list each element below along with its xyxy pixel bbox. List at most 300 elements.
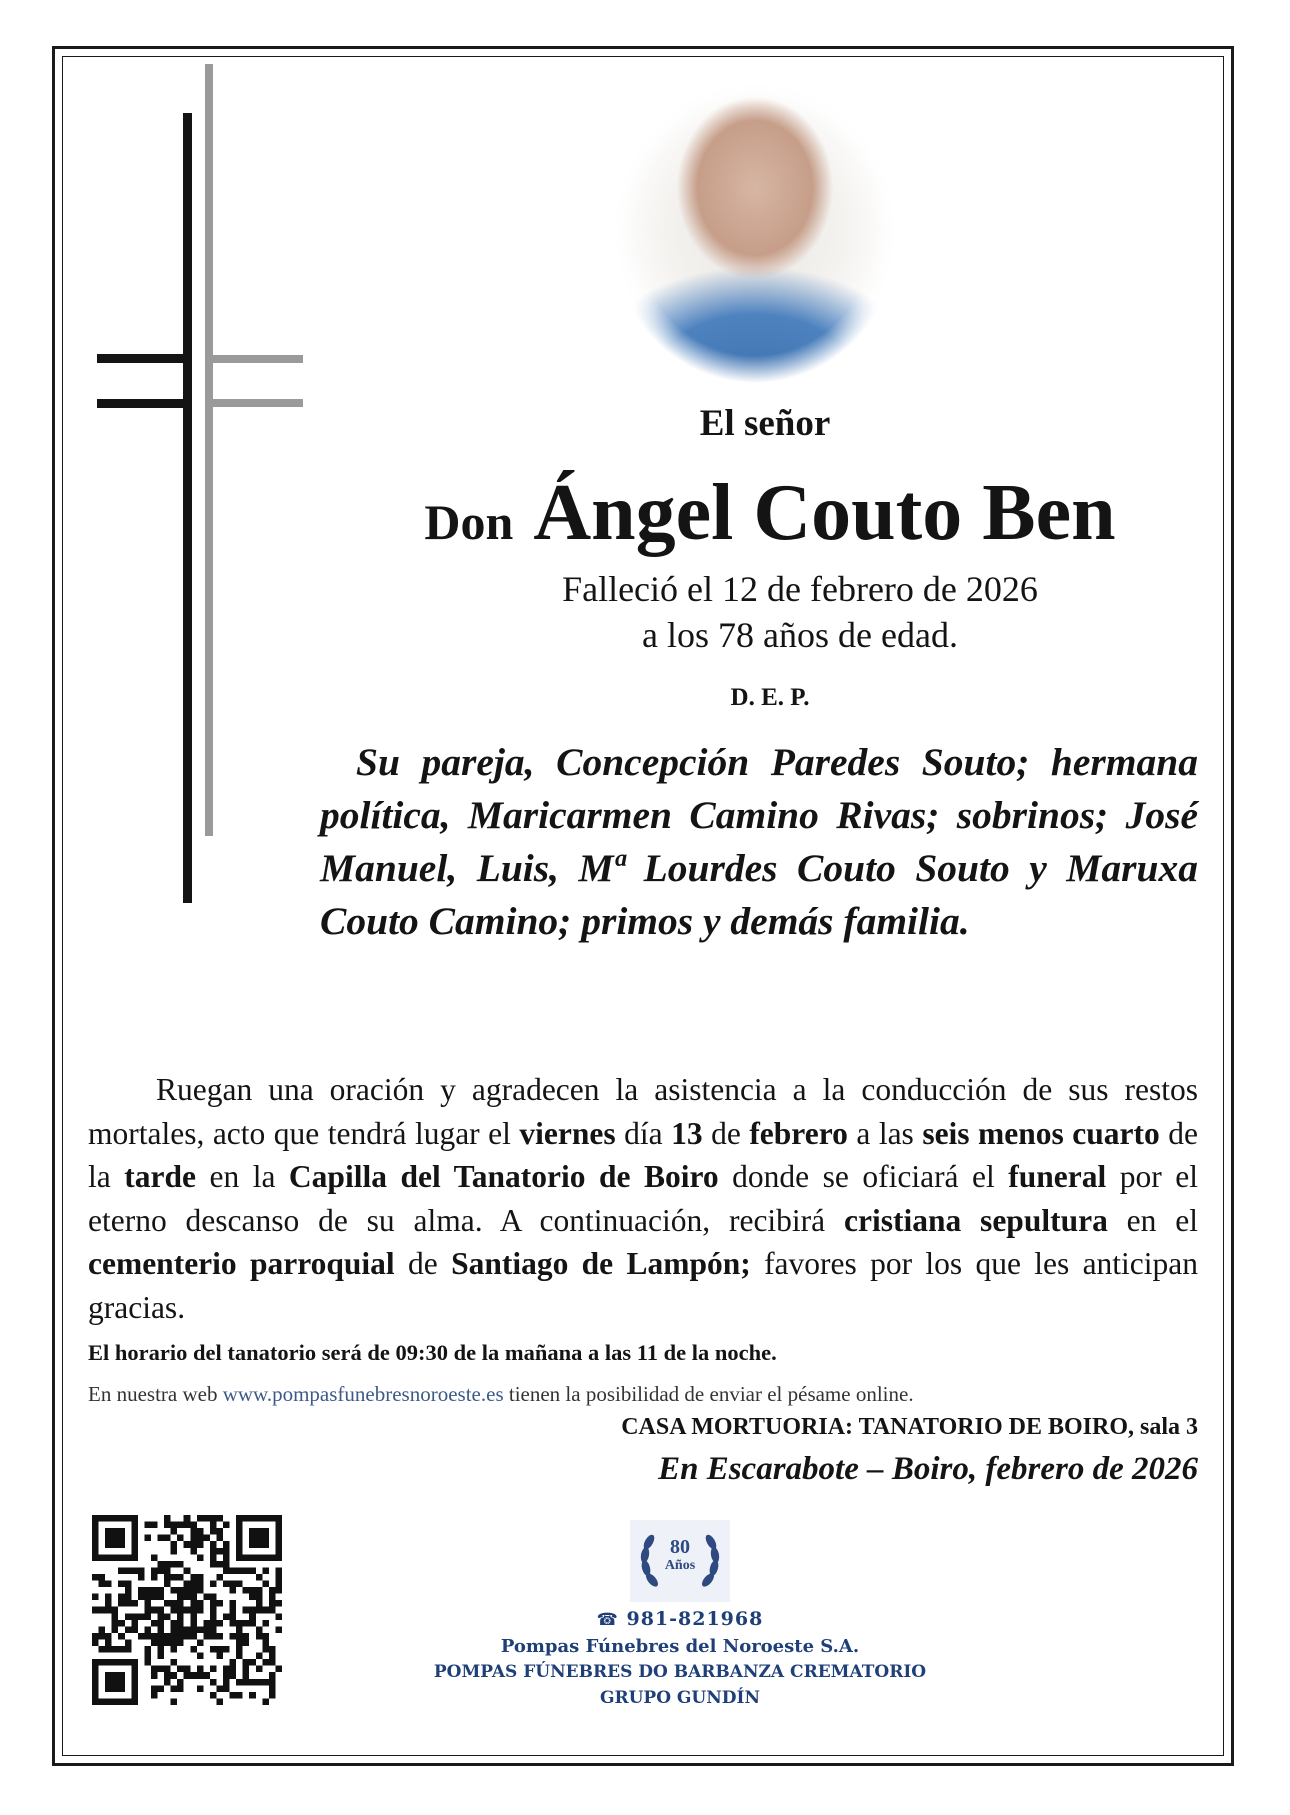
body-bold-span: funeral (1008, 1159, 1107, 1194)
qr-module (210, 1692, 217, 1699)
qr-module (256, 1626, 263, 1633)
qr-module (125, 1626, 132, 1633)
qr-module (125, 1600, 132, 1607)
place-date: En Escarabote – Boiro, febrero de 2026 (658, 1451, 1198, 1487)
qr-module (171, 1522, 178, 1529)
qr-module (262, 1535, 269, 1542)
qr-module (99, 1646, 106, 1653)
qr-module (210, 1548, 217, 1555)
qr-module (112, 1672, 119, 1679)
qr-module (216, 1561, 223, 1568)
qr-module (210, 1581, 217, 1588)
qr-module (210, 1541, 217, 1548)
qr-module (177, 1626, 184, 1633)
company-crematorio: POMPAS FÚNEBRES DO BARBANZA CREMATORIO (433, 1662, 927, 1682)
qr-module (138, 1594, 145, 1601)
qr-module (249, 1528, 256, 1535)
qr-module (131, 1541, 138, 1548)
qr-module (236, 1522, 243, 1529)
qr-module (256, 1535, 263, 1542)
rip-text: D. E. P. (730, 684, 810, 711)
qr-module (210, 1666, 217, 1673)
qr-module (190, 1594, 197, 1601)
qr-module (256, 1653, 263, 1660)
qr-module (99, 1574, 106, 1581)
deceased-name (320, 468, 1220, 559)
qr-module (164, 1535, 171, 1542)
qr-module (184, 1672, 191, 1679)
qr-module (190, 1541, 197, 1548)
company-group: GRUPO GUNDÍN (599, 1688, 761, 1708)
qr-module (223, 1685, 230, 1692)
qr-module (92, 1541, 99, 1548)
qr-module (164, 1515, 171, 1522)
casa-mortuoria: CASA MORTUORIA: TANATORIO DE BOIRO, sala 3 (621, 1414, 1198, 1440)
qr-module (275, 1574, 282, 1581)
qr-module (144, 1522, 151, 1529)
qr-module (158, 1653, 165, 1660)
qr-module (105, 1685, 112, 1692)
qr-module (118, 1567, 125, 1574)
qr-module (210, 1620, 217, 1627)
qr-module (151, 1567, 158, 1574)
logo-word: Años (664, 1558, 696, 1573)
qr-module (171, 1639, 178, 1646)
qr-module (262, 1541, 269, 1548)
qr-module (275, 1548, 282, 1555)
qr-module (171, 1574, 178, 1581)
qr-module (112, 1554, 119, 1561)
qr-module (216, 1653, 223, 1660)
qr-module (236, 1581, 243, 1588)
qr-module (105, 1581, 112, 1588)
qr-module (158, 1594, 165, 1601)
qr-module (125, 1646, 132, 1653)
qr-module (131, 1620, 138, 1627)
qr-module (118, 1554, 125, 1561)
qr-module (164, 1672, 171, 1679)
qr-module (112, 1528, 119, 1535)
qr-module (171, 1600, 178, 1607)
qr-module (131, 1692, 138, 1699)
qr-module (118, 1535, 125, 1542)
body-bold-span: 13 (671, 1115, 703, 1151)
qr-module (190, 1587, 197, 1594)
qr-module (236, 1548, 243, 1555)
qr-module (92, 1548, 99, 1555)
qr-module (236, 1515, 243, 1522)
qr-module (99, 1607, 106, 1614)
qr-module (105, 1600, 112, 1607)
qr-module (190, 1581, 197, 1588)
qr-module (230, 1587, 237, 1594)
qr-module (210, 1594, 217, 1601)
qr-module (144, 1607, 151, 1614)
qr-module (92, 1528, 99, 1535)
qr-module (275, 1515, 282, 1522)
qr-module (171, 1633, 178, 1640)
qr-module (256, 1600, 263, 1607)
body-text-span: favores por los que les anticipan gracias. (88, 1246, 1199, 1325)
qr-module (197, 1581, 204, 1588)
qr-module (230, 1567, 237, 1574)
qr-module (131, 1698, 138, 1705)
portrait-photo (610, 78, 900, 383)
qr-module (105, 1633, 112, 1640)
qr-module (112, 1613, 119, 1620)
body-bold-span: tarde (124, 1159, 196, 1194)
qr-module (262, 1659, 269, 1666)
qr-module (223, 1522, 230, 1529)
web-note (88, 1382, 1198, 1407)
qr-module (92, 1633, 99, 1640)
qr-module (216, 1685, 223, 1692)
qr-module (184, 1587, 191, 1594)
qr-module (249, 1567, 256, 1574)
qr-module (118, 1646, 125, 1653)
qr-module (275, 1626, 282, 1633)
qr-module (230, 1613, 237, 1620)
qr-module (144, 1613, 151, 1620)
qr-module (230, 1600, 237, 1607)
qr-module (190, 1672, 197, 1679)
body-bold-span: cementerio parroquial (88, 1246, 395, 1281)
qr-module (197, 1541, 204, 1548)
website-link[interactable]: www.pompasfunebresnoroeste.es (222, 1382, 504, 1406)
qr-module (92, 1554, 99, 1561)
qr-module (243, 1567, 250, 1574)
qr-module (112, 1607, 119, 1614)
qr-module (269, 1692, 276, 1699)
qr-module (164, 1613, 171, 1620)
qr-module (243, 1607, 250, 1614)
qr-module (99, 1515, 106, 1522)
qr-module (158, 1685, 165, 1692)
qr-module (144, 1633, 151, 1640)
qr-module (223, 1646, 230, 1653)
qr-module (269, 1554, 276, 1561)
qr-module (92, 1574, 99, 1581)
schedule-note: El horario del tanatorio será de 09:30 de la mañana a las 11 de la noche. (88, 1340, 777, 1365)
qr-module (256, 1587, 263, 1594)
service-details (88, 1068, 1198, 1329)
qr-module (190, 1535, 197, 1542)
qr-module (118, 1541, 125, 1548)
qr-module (131, 1679, 138, 1686)
qr-module (275, 1613, 282, 1620)
qr-module (131, 1672, 138, 1679)
qr-module (262, 1620, 269, 1627)
qr-module (144, 1659, 151, 1666)
qr-module (112, 1620, 119, 1627)
qr-module (210, 1679, 217, 1686)
qr-module (105, 1554, 112, 1561)
qr-module (210, 1561, 217, 1568)
qr-module (92, 1515, 99, 1522)
qr-module (190, 1574, 197, 1581)
qr-module (197, 1554, 204, 1561)
qr-module (243, 1666, 250, 1673)
qr-module (243, 1587, 250, 1594)
qr-module (190, 1607, 197, 1614)
qr-module (164, 1561, 171, 1568)
qr-module (177, 1607, 184, 1614)
qr-module (164, 1574, 171, 1581)
qr-module (236, 1679, 243, 1686)
qr-module (184, 1594, 191, 1601)
qr-module (236, 1541, 243, 1548)
qr-module (216, 1646, 223, 1653)
qr-module (256, 1594, 263, 1601)
qr-module (131, 1685, 138, 1692)
qr-module (230, 1581, 237, 1588)
qr-module (190, 1626, 197, 1633)
qr-module (190, 1646, 197, 1653)
qr-module (249, 1692, 256, 1699)
qr-module (210, 1515, 217, 1522)
qr-module (223, 1672, 230, 1679)
qr-module (118, 1528, 125, 1535)
qr-module (197, 1639, 204, 1646)
qr-module (105, 1698, 112, 1705)
qr-module (151, 1594, 158, 1601)
qr-module (197, 1607, 204, 1614)
qr-module (249, 1541, 256, 1548)
qr-module (262, 1528, 269, 1535)
qr-module (112, 1535, 119, 1542)
qr-module (184, 1567, 191, 1574)
name-text: Ángel Couto Ben (533, 469, 1116, 557)
qr-module (230, 1607, 237, 1614)
qr-module (125, 1613, 132, 1620)
qr-module (236, 1620, 243, 1627)
qr-module (216, 1548, 223, 1555)
qr-module (216, 1620, 223, 1627)
qr-module (125, 1698, 132, 1705)
qr-module (151, 1620, 158, 1627)
qr-module (230, 1666, 237, 1673)
qr-module (171, 1561, 178, 1568)
qr-module (190, 1522, 197, 1529)
qr-module (177, 1594, 184, 1601)
qr-module (184, 1666, 191, 1673)
qr-module (190, 1528, 197, 1535)
qr-module (262, 1515, 269, 1522)
qr-module (236, 1567, 243, 1574)
qr-module (125, 1587, 132, 1594)
qr-module (275, 1600, 282, 1607)
body-text-span: de (702, 1115, 750, 1151)
qr-module (262, 1639, 269, 1646)
qr-module (158, 1666, 165, 1673)
qr-module (243, 1679, 250, 1686)
qr-module (151, 1666, 158, 1673)
qr-module (256, 1607, 263, 1614)
qr-module (223, 1541, 230, 1548)
qr-module (151, 1554, 158, 1561)
web-text-before: En nuestra web (88, 1382, 223, 1406)
qr-module (158, 1561, 165, 1568)
qr-module (171, 1698, 178, 1705)
qr-module (249, 1587, 256, 1594)
qr-module (112, 1515, 119, 1522)
qr-module (230, 1672, 237, 1679)
body-text-span: donde se oficiará el (718, 1159, 1009, 1194)
qr-module (216, 1535, 223, 1542)
qr-module (262, 1581, 269, 1588)
death-date: Falleció el 12 de febrero de 2026 (562, 569, 1038, 609)
qr-module (249, 1594, 256, 1601)
qr-module (138, 1587, 145, 1594)
qr-module (210, 1626, 217, 1633)
body-bold-span: cristiana sepultura (843, 1202, 1108, 1238)
qr-module (184, 1581, 191, 1588)
body-bold-span: febrero (749, 1115, 848, 1151)
qr-module (158, 1567, 165, 1574)
qr-module (92, 1679, 99, 1686)
qr-module (236, 1692, 243, 1699)
qr-module (216, 1698, 223, 1705)
qr-module (236, 1633, 243, 1640)
qr-module (269, 1653, 276, 1660)
qr-module (118, 1659, 125, 1666)
qr-module (197, 1574, 204, 1581)
qr-module (105, 1594, 112, 1601)
qr-module (269, 1587, 276, 1594)
qr-module (158, 1587, 165, 1594)
qr-module (197, 1666, 204, 1673)
qr-module (92, 1639, 99, 1646)
qr-module (177, 1535, 184, 1542)
qr-module (151, 1522, 158, 1529)
qr-module (158, 1646, 165, 1653)
qr-module (92, 1692, 99, 1699)
qr-module (249, 1515, 256, 1522)
qr-module (275, 1541, 282, 1548)
qr-module (144, 1594, 151, 1601)
qr-module (131, 1567, 138, 1574)
qr-module (131, 1522, 138, 1529)
qr-module (243, 1515, 250, 1522)
qr-module (151, 1692, 158, 1699)
qr-module (112, 1646, 119, 1653)
qr-module (105, 1515, 112, 1522)
qr-module (99, 1581, 106, 1588)
qr-module (197, 1685, 204, 1692)
body-text-span: día (615, 1115, 672, 1151)
body-text-span: de la (88, 1115, 1198, 1194)
phone-icon: ☎ (596, 1610, 619, 1630)
qr-module (203, 1620, 210, 1627)
qr-module (125, 1659, 132, 1666)
qr-module (223, 1679, 230, 1686)
qr-module (118, 1515, 125, 1522)
qr-module (112, 1541, 119, 1548)
qr-module (144, 1535, 151, 1542)
qr-module (177, 1620, 184, 1627)
qr-module (243, 1639, 250, 1646)
qr-module (236, 1653, 243, 1660)
qr-module (171, 1548, 178, 1555)
qr-module (262, 1698, 269, 1705)
qr-module (256, 1679, 263, 1686)
qr-module (210, 1600, 217, 1607)
qr-module (210, 1613, 217, 1620)
qr-module (158, 1620, 165, 1627)
qr-module (177, 1600, 184, 1607)
qr-module (216, 1633, 223, 1640)
qr-module (256, 1554, 263, 1561)
web-text-after: tienen la posibilidad de enviar el pésame online. (503, 1382, 914, 1406)
qr-module (256, 1666, 263, 1673)
qr-module (164, 1666, 171, 1673)
qr-module (262, 1607, 269, 1614)
qr-module (151, 1587, 158, 1594)
qr-module (118, 1685, 125, 1692)
qr-module (112, 1685, 119, 1692)
qr-module (105, 1535, 112, 1542)
qr-code[interactable] (92, 1515, 282, 1705)
qr-module (184, 1522, 191, 1529)
qr-module (164, 1600, 171, 1607)
qr-module (190, 1548, 197, 1555)
body-text-span: Ruegan una oración y agradecen la asistencia a la conducción de sus restos mortales, acto que tendrá lugar el (88, 1072, 1198, 1151)
qr-module (203, 1672, 210, 1679)
qr-module (256, 1515, 263, 1522)
qr-module (171, 1646, 178, 1653)
qr-module (131, 1515, 138, 1522)
qr-module (105, 1659, 112, 1666)
qr-module (269, 1600, 276, 1607)
qr-module (197, 1535, 204, 1542)
qr-module (275, 1587, 282, 1594)
qr-module (171, 1528, 178, 1535)
qr-module (177, 1561, 184, 1568)
qr-module (131, 1548, 138, 1555)
qr-module (256, 1541, 263, 1548)
qr-module (105, 1528, 112, 1535)
qr-module (144, 1646, 151, 1653)
qr-module (138, 1567, 145, 1574)
qr-module (177, 1587, 184, 1594)
qr-module (177, 1685, 184, 1692)
qr-module (151, 1607, 158, 1614)
qr-module (223, 1666, 230, 1673)
qr-module (269, 1679, 276, 1686)
qr-module (131, 1528, 138, 1535)
qr-module (151, 1574, 158, 1581)
qr-module (131, 1626, 138, 1633)
qr-module (151, 1672, 158, 1679)
qr-module (197, 1587, 204, 1594)
logo-number: 80 (670, 1536, 690, 1558)
qr-module (138, 1613, 145, 1620)
qr-module (190, 1620, 197, 1627)
qr-module (125, 1639, 132, 1646)
qr-module (210, 1607, 217, 1614)
phone-line[interactable] (380, 1608, 980, 1630)
qr-module (275, 1666, 282, 1673)
qr-module (190, 1633, 197, 1640)
qr-module (177, 1613, 184, 1620)
qr-module (243, 1620, 250, 1627)
body-text-span: a las (847, 1115, 923, 1151)
qr-module (249, 1607, 256, 1614)
qr-module (249, 1613, 256, 1620)
qr-module (92, 1685, 99, 1692)
qr-module (210, 1528, 217, 1535)
qr-module (223, 1561, 230, 1568)
